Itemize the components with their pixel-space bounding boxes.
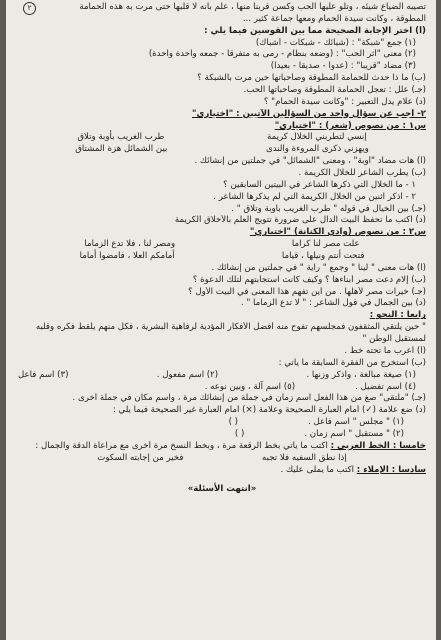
q2-d: (د) اكتب ما تحفظ البيت الدال على ضرورة تتويج العلم بالأخلاق الكريمة xyxy=(174,215,426,226)
calligraphy-section: خامسا : الخط العربي : اكتب ما يأتي بخط الرقعة مرة ، وبخط النسخ مرة أخرى مع مراعاة الدقة والجمال : xyxy=(35,440,426,451)
q2-p2d: (د) بين الجمال في قول الشاعر : " لا تدع الزماما " . xyxy=(240,298,426,309)
poem-verse-2: ويهزني ذكرى المروءة والندى بين الشمائل هزة المشتاق xyxy=(75,144,369,155)
q2-b2: ٢ - اذكر اثنين من الخلال الكريمة التي لم يذكرها الشاعر . xyxy=(213,191,416,202)
q1-title: (أ) اختر الإجابة الصحيحة مما بين القوسين فيما يلي : xyxy=(204,25,426,36)
q1-d: (د) علام يدل التعبير : "وكانت سيدة الحمام" ؟ xyxy=(263,96,426,107)
q2-p2b: (ب) إلام دعت مصر أبناءها ؟ وكيف كانت استجابتهم لتلك الدعوة ؟ xyxy=(192,274,426,285)
grammar-passage: " حين يلتقي المثقفون فمجلسهم تفوح منه أفضل الأفكار المؤدية لرفاهية البشرية ، فكل منهم يلقط فكره وقلبه xyxy=(35,322,426,333)
q2-p2a: (أ) هات معنى " لينا " وجمع " راية " في جملتين من إنشائك . xyxy=(211,262,426,273)
grammar-b: (ب) استخرج من الفقرة السابقة ما يأتي : xyxy=(278,357,426,368)
dictation-section: سادسا : الإملاء : اكتب ما يملى عليك . xyxy=(280,464,426,475)
exam-end-label: «انتهت الأسئلة» xyxy=(187,484,257,495)
passage-line-2: المطوقة ، وكانت سيدة الحمام ومعها جماعة كثير ... xyxy=(242,13,426,24)
grammar-d1: (١) " مجلس " اسم فاعل . ( ) xyxy=(228,417,404,428)
q1-b: (ب) ما ذا حدث للحمامة المطوقة وصاحباتها حين مرت بالشبكة ؟ xyxy=(197,73,426,84)
q2-b: (ب) يطرب الشاعر للخلال الكريمة . xyxy=(298,168,426,179)
grammar-a: (أ) أعرب ما تحته خط . xyxy=(344,345,426,356)
grammar-title: رابعا : النحو : xyxy=(369,310,426,321)
q1-item-3: (٣) مضاد "قريبا" : (عدوا - صديقا - بعيدا) xyxy=(270,61,416,72)
q2-c: (جـ) بين الخيال في قوله " طرب الغريب بأوبة وتلاق " . xyxy=(231,203,426,214)
grammar-c: (جـ) "ملتقى" صغ من هذا الفعل اسم زمان في جملة من إنشائك مرة ، واسم مكان في جملة أخرى . xyxy=(72,393,426,404)
poem2-verse-1: علت مصر لنا كراما ومصر لنا ، فلا تدع الزماما xyxy=(84,239,360,250)
poem-verse-1: إنسي لتطربني الخلال كريمة طرب الغريب بأوبة وتلاق xyxy=(77,132,367,143)
q2-sub-1: س١ : من نصوص (شعر) : "اختياري" xyxy=(274,120,426,131)
exam-paper xyxy=(6,0,436,640)
poem2-verse-2: فتحت أنتم ونيلها ، قياما أمامكم العلا ، فامضوا أماما xyxy=(79,251,365,262)
grammar-d2: (٢) " مستقبل " اسم زمان . ( ) xyxy=(234,428,404,439)
grammar-d: (د) ضع علامة (✓) أمام العبارة الصحيحة وعلامة (×) أمام العبارة غير الصحيحة فيما يلي : xyxy=(112,405,426,416)
grammar-passage-2: لمستقبل الوطن " xyxy=(362,334,426,345)
q2-title: ٢- أجب عن سؤال واحد من السؤالين الآتيين : "اختياري" xyxy=(192,108,426,119)
q2-p2c: (جـ) خيرات مصر لأهلها . من أين تفهم هذا المعنى في البيت الأول ؟ xyxy=(188,286,426,297)
q1-c: (جـ) علل : تعجل الحمامة المطوقة وصاحباتها الحب. xyxy=(243,85,426,96)
passage-line-1: تصيبه الضياع شيئه ، وتلو عليها الحب وكسن قربنا منها ، علم بانه لا قلبها حتى مرت به هذه الحمامة xyxy=(79,2,426,12)
q2-a: (أ) هات مضاد "أوبة" ، ومعنى "الشمائل" في جملتين من إنشائك . xyxy=(194,156,426,167)
q2-b1: ١ - ما الخلال التي ذكرها الشاعر في البيتين السابقين ؟ xyxy=(223,179,416,190)
q1-item-2: (٢) معنى "أثر الحب" : (وضعه بنظام - رمى به متفرقا - جمعه واحدة واحدة) xyxy=(148,49,416,60)
grammar-items-row-1: (١) صيغة مبالغة ، واذكر وزنها . (٢) اسم مفعول . (٣) اسم فاعل xyxy=(18,369,416,380)
q1-item-1: (١) جمع "شبكة" : (شبائك - شبكات - أشباك) xyxy=(255,37,416,48)
calligraphy-verse: إذا نطق السفيه فلا تجبه فخير من إجابته السكوت xyxy=(97,452,347,463)
q2-sub-2: س٢ : من نصوص (وادي الكنانة) "اختياري" xyxy=(249,227,426,238)
grammar-items-row-2: (٤) اسم تفضيل . (٥) اسم آلة ، وبين نوعه . xyxy=(204,381,416,392)
page-number-badge: ٢ xyxy=(23,2,36,15)
